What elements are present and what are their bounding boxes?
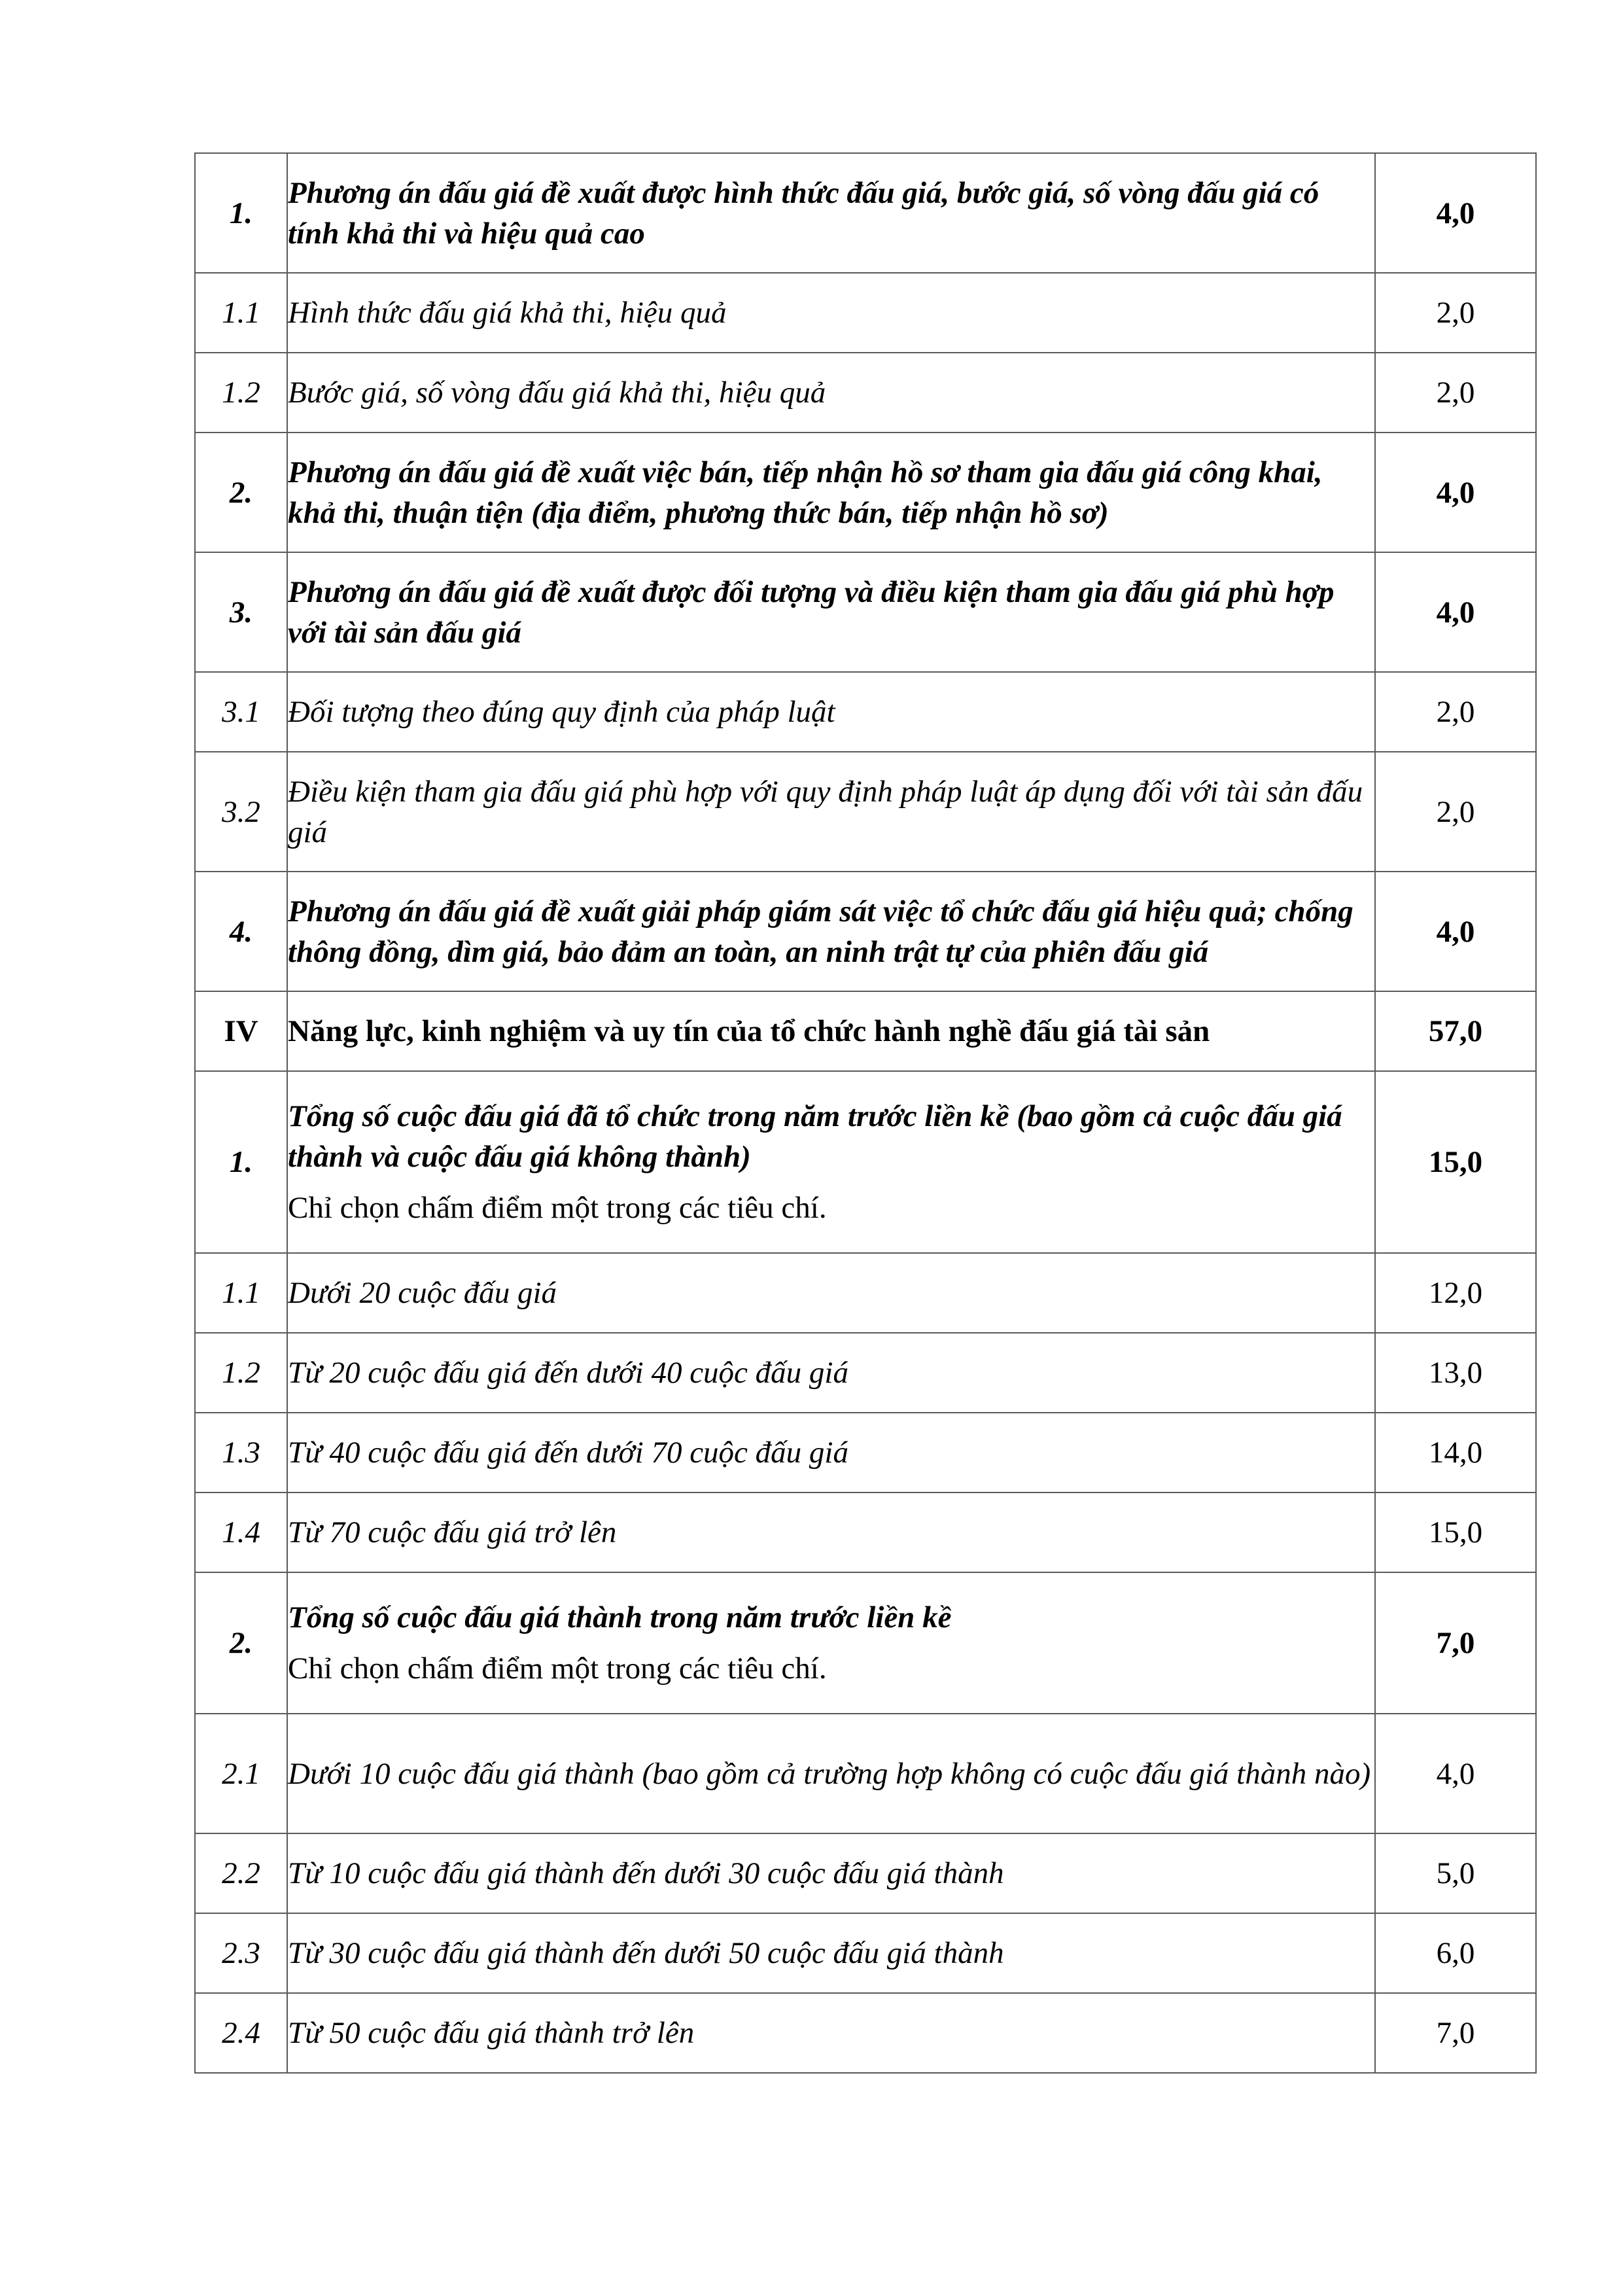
row-description: Năng lực, kinh nghiệm và uy tín của tổ chức hành nghề đấu giá tài sản: [287, 991, 1375, 1071]
row-score: 57,0: [1375, 991, 1536, 1071]
row-score: 2,0: [1375, 353, 1536, 433]
row-score: 2,0: [1375, 752, 1536, 872]
row-number: 1.: [195, 1071, 287, 1253]
row-score: 2,0: [1375, 672, 1536, 752]
table-row: [195, 1333, 1536, 1413]
table-row: [195, 1492, 1536, 1572]
criteria-table: [194, 152, 1537, 2074]
row-number: 2.3: [195, 1913, 287, 1993]
row-number: IV: [195, 991, 287, 1071]
row-number: 1.2: [195, 1333, 287, 1413]
table-row: [195, 153, 1536, 273]
row-number: 2.2: [195, 1833, 287, 1913]
row-score: 5,0: [1375, 1833, 1536, 1913]
row-description: Dưới 10 cuộc đấu giá thành (bao gồm cả trường hợp không có cuộc đấu giá thành nào): [287, 1714, 1375, 1833]
table-row: [195, 1833, 1536, 1913]
row-score: 4,0: [1375, 1714, 1536, 1833]
row-score: 4,0: [1375, 433, 1536, 552]
row-number: 2.: [195, 433, 287, 552]
table-row: [195, 991, 1536, 1071]
row-score: 2,0: [1375, 273, 1536, 353]
row-score: 4,0: [1375, 552, 1536, 672]
row-number: 1.1: [195, 1253, 287, 1333]
row-score: 6,0: [1375, 1913, 1536, 1993]
row-description: Từ 20 cuộc đấu giá đến dưới 40 cuộc đấu giá: [287, 1333, 1375, 1413]
row-score: 13,0: [1375, 1333, 1536, 1413]
row-description: Phương án đấu giá đề xuất giải pháp giám sát việc tổ chức đấu giá hiệu quả; chống thông đồng, dìm giá, bảo đảm an toàn, an ninh trật tự của phiên đấu giá: [287, 872, 1375, 991]
table-row: [195, 273, 1536, 353]
row-score: 7,0: [1375, 1993, 1536, 2073]
table-row: [195, 353, 1536, 433]
row-number: 2.: [195, 1572, 287, 1714]
row-number: 3.2: [195, 752, 287, 872]
row-number: 3.1: [195, 672, 287, 752]
row-note: Chỉ chọn chấm điểm một trong các tiêu chí.: [288, 1191, 827, 1225]
row-description: Bước giá, số vòng đấu giá khả thi, hiệu quả: [287, 353, 1375, 433]
row-number: 1.4: [195, 1492, 287, 1572]
row-number: 2.1: [195, 1714, 287, 1833]
row-number: 4.: [195, 872, 287, 991]
row-description: [287, 1071, 1375, 1253]
table-row: [195, 1413, 1536, 1492]
row-number: 1.: [195, 153, 287, 273]
row-description: Dưới 20 cuộc đấu giá: [287, 1253, 1375, 1333]
row-description: Phương án đấu giá đề xuất được đối tượng và điều kiện tham gia đấu giá phù hợp với tài sản đấu giá: [287, 552, 1375, 672]
row-description: Từ 70 cuộc đấu giá trở lên: [287, 1492, 1375, 1572]
row-description: Từ 50 cuộc đấu giá thành trở lên: [287, 1993, 1375, 2073]
row-score: 15,0: [1375, 1071, 1536, 1253]
table-row: [195, 1913, 1536, 1993]
row-score: 7,0: [1375, 1572, 1536, 1714]
table-row: [195, 1071, 1536, 1253]
row-description: Hình thức đấu giá khả thi, hiệu quả: [287, 273, 1375, 353]
table-row: [195, 433, 1536, 552]
row-note: Chỉ chọn chấm điểm một trong các tiêu chí.: [288, 1651, 827, 1686]
row-description: Phương án đấu giá đề xuất được hình thức đấu giá, bước giá, số vòng đấu giá có tính khả thi và hiệu quả cao: [287, 153, 1375, 273]
row-description: Điều kiện tham gia đấu giá phù hợp với quy định pháp luật áp dụng đối với tài sản đấu giá: [287, 752, 1375, 872]
row-score: 15,0: [1375, 1492, 1536, 1572]
row-description-text: Tổng số cuộc đấu giá đã tổ chức trong năm trước liền kề (bao gồm cả cuộc đấu giá thành và cuộc đấu giá không thành): [288, 1099, 1342, 1174]
row-number: 1.2: [195, 353, 287, 433]
table-row: [195, 752, 1536, 872]
table-row: [195, 552, 1536, 672]
table-row: [195, 1572, 1536, 1714]
row-description: [287, 1572, 1375, 1714]
row-number: 1.1: [195, 273, 287, 353]
row-description: Từ 40 cuộc đấu giá đến dưới 70 cuộc đấu giá: [287, 1413, 1375, 1492]
row-score: 14,0: [1375, 1413, 1536, 1492]
table-row: [195, 1253, 1536, 1333]
row-description: Phương án đấu giá đề xuất việc bán, tiếp nhận hồ sơ tham gia đấu giá công khai, khả thi, thuận tiện (địa điểm, phương thức bán, tiếp nhận hồ sơ): [287, 433, 1375, 552]
row-score: 4,0: [1375, 153, 1536, 273]
row-score: 12,0: [1375, 1253, 1536, 1333]
table-row: [195, 1714, 1536, 1833]
row-description: Từ 30 cuộc đấu giá thành đến dưới 50 cuộc đấu giá thành: [287, 1913, 1375, 1993]
table-row: [195, 672, 1536, 752]
row-score: 4,0: [1375, 872, 1536, 991]
row-description: Từ 10 cuộc đấu giá thành đến dưới 30 cuộc đấu giá thành: [287, 1833, 1375, 1913]
table-row: [195, 1993, 1536, 2073]
table-row: [195, 872, 1536, 991]
row-number: 3.: [195, 552, 287, 672]
row-number: 1.3: [195, 1413, 287, 1492]
row-description-text: Tổng số cuộc đấu giá thành trong năm trước liền kề: [288, 1600, 952, 1634]
row-description: Đối tượng theo đúng quy định của pháp luật: [287, 672, 1375, 752]
row-number: 2.4: [195, 1993, 287, 2073]
